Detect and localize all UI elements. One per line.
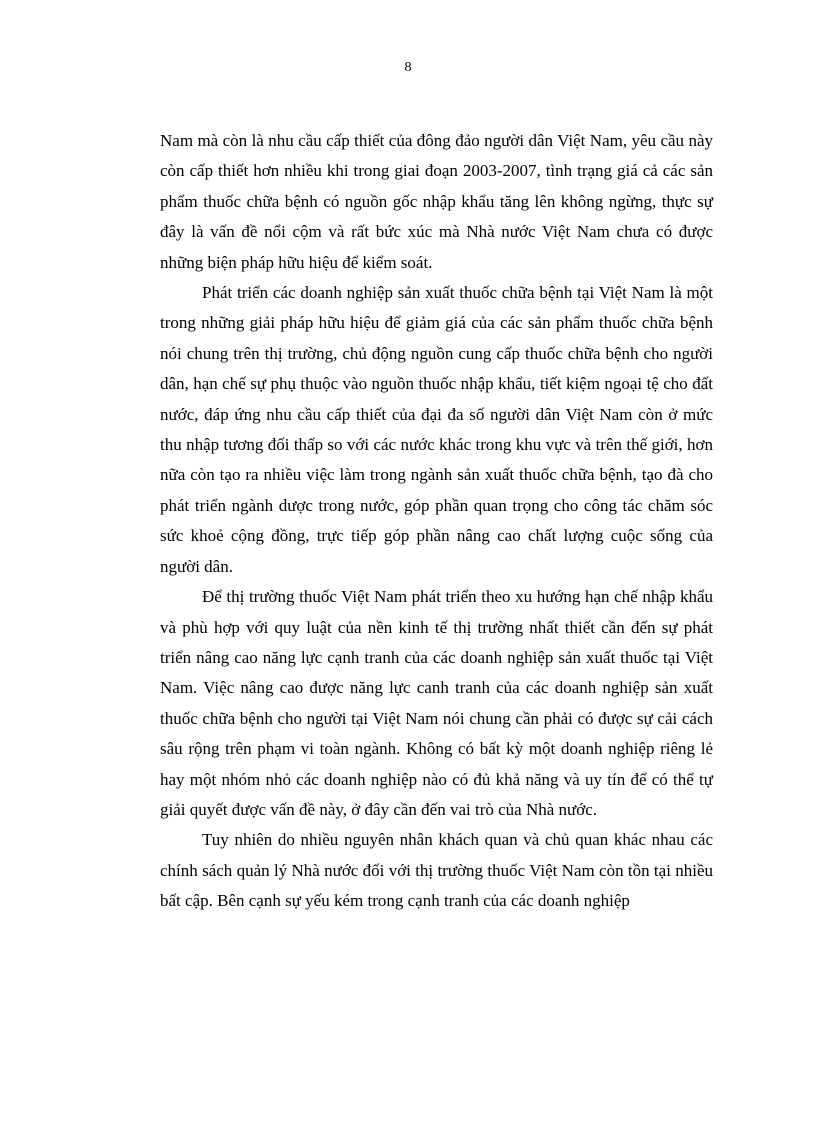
- paragraph-continued: Nam mà còn là nhu cầu cấp thiết của đông đảo người dân Việt Nam, yêu cầu này còn cấp thiết hơn nhiều khi trong giai đoạn 2003-2007, tình trạng giá cả các sản phẩm thuốc chữa bệnh có nguồn gốc nhập khẩu tăng lên không ngừng, thực sự đây là vấn đề nổi cộm và rất bức xúc mà Nhà nước Việt Nam chưa có được những biện pháp hữu hiệu để kiểm soát.: [160, 131, 713, 272]
- paragraph: Phát triển các doanh nghiệp sản xuất thuốc chữa bệnh tại Việt Nam là một trong những giải pháp hữu hiệu để giảm giá của các sản phẩm thuốc chữa bệnh nói chung trên thị trường, chủ động nguồn cung cấp thuốc chữa bệnh cho người dân, hạn chế sự phụ thuộc vào nguồn thuốc nhập khẩu, tiết kiệm ngoại tệ cho đất nước, đáp ứng nhu cầu cấp thiết của đại đa số người dân Việt Nam còn ở mức thu nhập tương đối thấp so với các nước khác trong khu vực và trên thế giới, hơn nữa còn tạo ra nhiều việc làm trong ngành sản xuất thuốc chữa bệnh, tạo đà cho phát triển ngành dược trong nước, góp phần quan trọng cho công tác chăm sóc sức khoẻ cộng đồng, trực tiếp góp phần nâng cao chất lượng cuộc sống của người dân.: [160, 283, 713, 576]
- page-number: 8: [404, 60, 412, 75]
- paragraph: Để thị trường thuốc Việt Nam phát triển theo xu hướng hạn chế nhập khẩu và phù hợp với quy luật của nền kinh tế thị trường nhất thiết cần đến sự phát triển nâng cao năng lực cạnh tranh của các doanh nghiệp sản xuất thuốc tại Việt Nam. Việc nâng cao được năng lực canh tranh của các doanh nghiệp sản xuất thuốc chữa bệnh cho người tại Việt Nam nói chung cần phải có được sự cải cách sâu rộng trên phạm vi toàn ngành. Không có bất kỳ một doanh nghiệp riêng lẻ hay một nhóm nhỏ các doanh nghiệp nào có đủ khả năng và uy tín để có thể tự giải quyết được vấn đề này, ở đây cần đến vai trò của Nhà nước.: [160, 587, 713, 819]
- paragraph: Tuy nhiên do nhiều nguyên nhân khách quan và chủ quan khác nhau các chính sách quản lý Nhà nước đối với thị trường thuốc Việt Nam còn tồn tại nhiều bất cập. Bên cạnh sự yếu kém trong cạnh tranh của các doanh nghiệp: [160, 830, 713, 911]
- body-text: [160, 126, 713, 917]
